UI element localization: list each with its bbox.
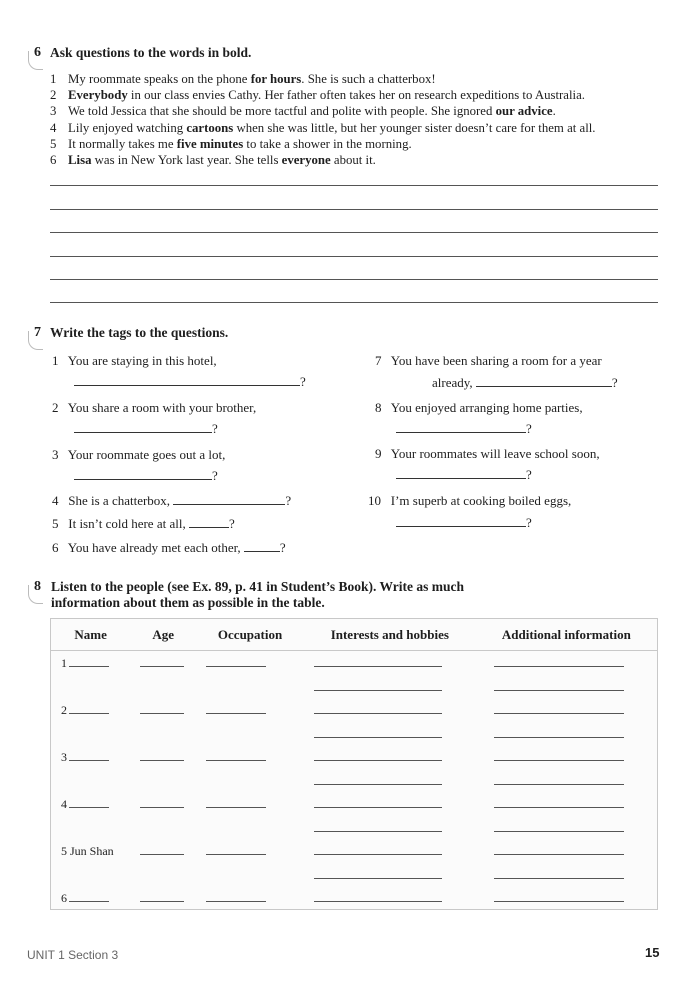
table-cell bbox=[476, 674, 658, 698]
exercise-8-title-line-1: Listen to the people (see Ex. 89, p. 41 in Student’s Book). Write as much bbox=[51, 579, 465, 594]
table-row bbox=[51, 651, 658, 675]
answer-blank[interactable] bbox=[494, 657, 624, 667]
item-text bbox=[68, 87, 585, 103]
item-text bbox=[68, 120, 596, 136]
header-name: Name bbox=[51, 619, 131, 651]
answer-blank[interactable] bbox=[140, 704, 184, 714]
question-9-tag: ? bbox=[396, 467, 532, 483]
exercise-6-item bbox=[50, 103, 670, 119]
answer-blank[interactable] bbox=[494, 798, 624, 808]
info-table bbox=[50, 618, 658, 910]
bold-word: everyone bbox=[281, 152, 331, 167]
table-row bbox=[51, 745, 658, 769]
table-cell bbox=[51, 721, 131, 745]
bold-word: Everybody bbox=[68, 88, 128, 103]
question-1-tag: ? bbox=[74, 374, 306, 390]
tag-blank[interactable] bbox=[173, 494, 285, 505]
bold-word: our advice bbox=[495, 104, 553, 119]
answer-line[interactable] bbox=[50, 302, 658, 303]
name-cell bbox=[51, 839, 131, 863]
answer-line[interactable] bbox=[50, 209, 658, 210]
answer-blank[interactable] bbox=[494, 845, 624, 855]
table-row bbox=[51, 792, 658, 816]
page-number: 15 bbox=[645, 945, 660, 960]
table-cell bbox=[196, 862, 304, 886]
bold-word: for hours bbox=[250, 72, 302, 86]
table-cell bbox=[196, 721, 304, 745]
table-cell bbox=[196, 792, 304, 816]
table-cell bbox=[130, 839, 196, 863]
bold-word: cartoons bbox=[186, 120, 234, 135]
table-cell bbox=[130, 651, 196, 675]
table-cell bbox=[476, 721, 658, 745]
table-cell bbox=[304, 721, 476, 745]
answer-blank[interactable] bbox=[140, 798, 184, 808]
info-table-body bbox=[51, 651, 658, 910]
table-cell bbox=[304, 768, 476, 792]
name-blank[interactable] bbox=[69, 704, 109, 714]
question-10: 10 I’m superb at cooking boiled eggs, bbox=[368, 493, 572, 508]
text-run: . She is such a chatterbox! bbox=[301, 72, 436, 86]
tag-blank[interactable] bbox=[74, 422, 212, 433]
table-cell bbox=[304, 815, 476, 839]
name-cell bbox=[51, 651, 131, 675]
tag-blank[interactable] bbox=[476, 376, 612, 387]
text-run: My roommate speaks on the phone bbox=[68, 72, 251, 86]
question-8-tag: ? bbox=[396, 421, 532, 437]
answer-line[interactable] bbox=[50, 279, 658, 280]
answer-blank[interactable] bbox=[206, 892, 266, 902]
table-cell bbox=[196, 651, 304, 675]
table-row-continuation bbox=[51, 674, 658, 698]
table-cell bbox=[130, 792, 196, 816]
answer-blank[interactable] bbox=[140, 657, 184, 667]
row-label: 6 bbox=[61, 890, 67, 905]
exercise-8-title-line-2: information about them as possible in the table. bbox=[51, 595, 325, 610]
item-number: 5 bbox=[50, 136, 57, 151]
answer-blank[interactable] bbox=[494, 892, 624, 902]
answer-line[interactable] bbox=[50, 185, 658, 186]
answer-blank[interactable] bbox=[140, 751, 184, 761]
exercise-6-item bbox=[50, 71, 670, 87]
table-cell bbox=[476, 768, 658, 792]
table-cell bbox=[476, 862, 658, 886]
bold-word: five minutes bbox=[176, 136, 244, 151]
header-age: Age bbox=[130, 619, 196, 651]
table-cell bbox=[476, 698, 658, 722]
answer-blank[interactable] bbox=[314, 798, 442, 808]
answer-blank[interactable] bbox=[140, 845, 184, 855]
item-number: 1 bbox=[50, 72, 57, 86]
table-cell bbox=[196, 745, 304, 769]
table-cell bbox=[130, 674, 196, 698]
table-cell bbox=[304, 674, 476, 698]
text-run: about it. bbox=[330, 152, 376, 167]
question-3-tag: ? bbox=[74, 468, 218, 484]
question-3: 3 Your roommate goes out a lot, bbox=[52, 447, 226, 462]
table-cell bbox=[304, 862, 476, 886]
table-cell bbox=[130, 815, 196, 839]
tag-blank[interactable] bbox=[74, 469, 212, 480]
text-run: was in New York last year. She tells bbox=[91, 152, 282, 167]
header-interests: Interests and hobbies bbox=[304, 619, 476, 651]
item-text bbox=[68, 136, 412, 152]
table-cell bbox=[130, 745, 196, 769]
answer-blank[interactable] bbox=[206, 798, 266, 808]
row-label: 4 bbox=[61, 797, 67, 811]
table-cell bbox=[476, 651, 658, 675]
table-cell bbox=[304, 792, 476, 816]
name-blank[interactable] bbox=[69, 798, 109, 808]
tag-blank[interactable] bbox=[396, 422, 526, 433]
text-run: It normally takes me bbox=[68, 136, 177, 151]
item-text bbox=[68, 152, 376, 168]
table-header-row bbox=[51, 619, 658, 651]
text-run: in our class envies Cathy. Her father often takes her on research expeditions to Australia. bbox=[127, 88, 585, 103]
answer-blank[interactable] bbox=[314, 728, 442, 738]
table-cell bbox=[196, 674, 304, 698]
table-cell bbox=[196, 839, 304, 863]
tag-blank[interactable] bbox=[244, 541, 280, 552]
text-run: when she was little, but her younger sister doesn’t care for them at all. bbox=[233, 120, 596, 135]
question-4: 4 She is a chatterbox, ? bbox=[52, 493, 292, 508]
table-row-continuation bbox=[51, 721, 658, 745]
tag-blank[interactable] bbox=[74, 375, 300, 386]
table-cell bbox=[130, 721, 196, 745]
answer-blank[interactable] bbox=[314, 775, 442, 785]
question-8: 8 You enjoyed arranging home parties, bbox=[375, 400, 583, 415]
table-cell bbox=[196, 768, 304, 792]
answer-blank[interactable] bbox=[314, 657, 442, 667]
item-text bbox=[68, 103, 556, 119]
table-row bbox=[51, 886, 658, 910]
table-row-continuation bbox=[51, 815, 658, 839]
answer-blank[interactable] bbox=[314, 892, 442, 902]
table-cell bbox=[476, 792, 658, 816]
question-2: 2 You share a room with your brother, bbox=[52, 400, 257, 415]
table-cell bbox=[196, 815, 304, 839]
answer-line[interactable] bbox=[50, 232, 658, 233]
question-2-tag: ? bbox=[74, 421, 218, 437]
answer-blank[interactable] bbox=[494, 869, 624, 879]
exercise-6-item bbox=[50, 152, 670, 168]
name-blank[interactable] bbox=[69, 892, 109, 902]
table-cell bbox=[304, 651, 476, 675]
item-number: 3 bbox=[50, 104, 57, 119]
table-cell bbox=[130, 862, 196, 886]
table-cell bbox=[196, 698, 304, 722]
table-cell bbox=[51, 815, 131, 839]
question-5: 5 It isn’t cold here at all, ? bbox=[52, 516, 235, 531]
question-7-tag: already, ? bbox=[432, 375, 618, 390]
exercise-6-item bbox=[50, 87, 670, 103]
table-cell bbox=[476, 839, 658, 863]
answer-blank[interactable] bbox=[494, 775, 624, 785]
name-blank[interactable] bbox=[69, 751, 109, 761]
table-cell bbox=[304, 745, 476, 769]
answer-blank[interactable] bbox=[140, 892, 184, 902]
item-number: 4 bbox=[50, 120, 57, 135]
answer-blank[interactable] bbox=[314, 681, 442, 691]
row-label: 2 bbox=[61, 703, 67, 717]
answer-blank[interactable] bbox=[494, 681, 624, 691]
exercise-7-number: 7 bbox=[34, 325, 41, 340]
row-label: 5 Jun Shan bbox=[61, 844, 114, 858]
row-label: 1 bbox=[61, 656, 67, 670]
text-run: Lily enjoyed watching bbox=[68, 120, 187, 135]
table-cell bbox=[196, 886, 304, 910]
table-row-continuation bbox=[51, 768, 658, 792]
table-cell bbox=[130, 698, 196, 722]
exercise-6-title: Ask questions to the words in bold. bbox=[50, 45, 252, 60]
answer-blank[interactable] bbox=[494, 822, 624, 832]
text-run: . bbox=[552, 104, 556, 119]
name-cell bbox=[51, 886, 131, 910]
item-number: 6 bbox=[50, 152, 57, 167]
question-1: 1 You are staying in this hotel, bbox=[52, 353, 217, 368]
answer-blank[interactable] bbox=[206, 751, 266, 761]
tag-blank[interactable] bbox=[396, 468, 526, 479]
answer-blank[interactable] bbox=[314, 704, 442, 714]
answer-blank[interactable] bbox=[314, 822, 442, 832]
tag-blank[interactable] bbox=[189, 517, 229, 528]
answer-line[interactable] bbox=[50, 256, 658, 257]
table-cell bbox=[51, 862, 131, 886]
table-cell bbox=[51, 768, 131, 792]
item-number: 2 bbox=[50, 88, 57, 103]
answer-blank[interactable] bbox=[314, 751, 442, 761]
text-run: We told Jessica that she should be more tactful and polite with people. She ignored bbox=[68, 104, 496, 119]
bold-word: Lisa bbox=[68, 152, 92, 167]
tag-blank[interactable] bbox=[396, 516, 526, 527]
answer-blank[interactable] bbox=[314, 845, 442, 855]
exercise-6-list bbox=[50, 71, 670, 168]
row-label: 3 bbox=[61, 750, 67, 764]
name-cell bbox=[51, 745, 131, 769]
table-cell bbox=[476, 886, 658, 910]
table-cell bbox=[304, 839, 476, 863]
exercise-6-item bbox=[50, 136, 670, 152]
exercise-8-number: 8 bbox=[34, 579, 41, 594]
question-6: 6 You have already met each other, ? bbox=[52, 540, 286, 555]
name-cell bbox=[51, 698, 131, 722]
answer-blank[interactable] bbox=[206, 704, 266, 714]
table-cell bbox=[130, 768, 196, 792]
text-run: to take a shower in the morning. bbox=[243, 136, 412, 151]
question-10-tag: ? bbox=[396, 515, 532, 531]
exercise-6-item bbox=[50, 120, 670, 136]
table-cell bbox=[304, 698, 476, 722]
table-cell bbox=[476, 745, 658, 769]
question-7: 7 You have been sharing a room for a year bbox=[375, 353, 602, 368]
table-row bbox=[51, 698, 658, 722]
item-text bbox=[68, 71, 436, 87]
question-9: 9 Your roommates will leave school soon, bbox=[375, 446, 600, 461]
table-row bbox=[51, 839, 658, 863]
name-cell bbox=[51, 792, 131, 816]
answer-blank[interactable] bbox=[314, 869, 442, 879]
name-blank[interactable] bbox=[69, 657, 109, 667]
answer-blank[interactable] bbox=[494, 704, 624, 714]
exercise-6-number: 6 bbox=[34, 45, 41, 60]
answer-blank[interactable] bbox=[206, 845, 266, 855]
answer-blank[interactable] bbox=[494, 728, 624, 738]
table-cell bbox=[304, 886, 476, 910]
answer-blank[interactable] bbox=[206, 657, 266, 667]
table-cell bbox=[130, 886, 196, 910]
header-additional: Additional information bbox=[476, 619, 658, 651]
answer-blank[interactable] bbox=[494, 751, 624, 761]
table-row-continuation bbox=[51, 862, 658, 886]
header-occupation: Occupation bbox=[196, 619, 304, 651]
footer-unit-label: UNIT 1 Section 3 bbox=[27, 948, 119, 962]
table-cell bbox=[476, 815, 658, 839]
exercise-7-title: Write the tags to the questions. bbox=[50, 325, 229, 340]
table-cell bbox=[51, 674, 131, 698]
